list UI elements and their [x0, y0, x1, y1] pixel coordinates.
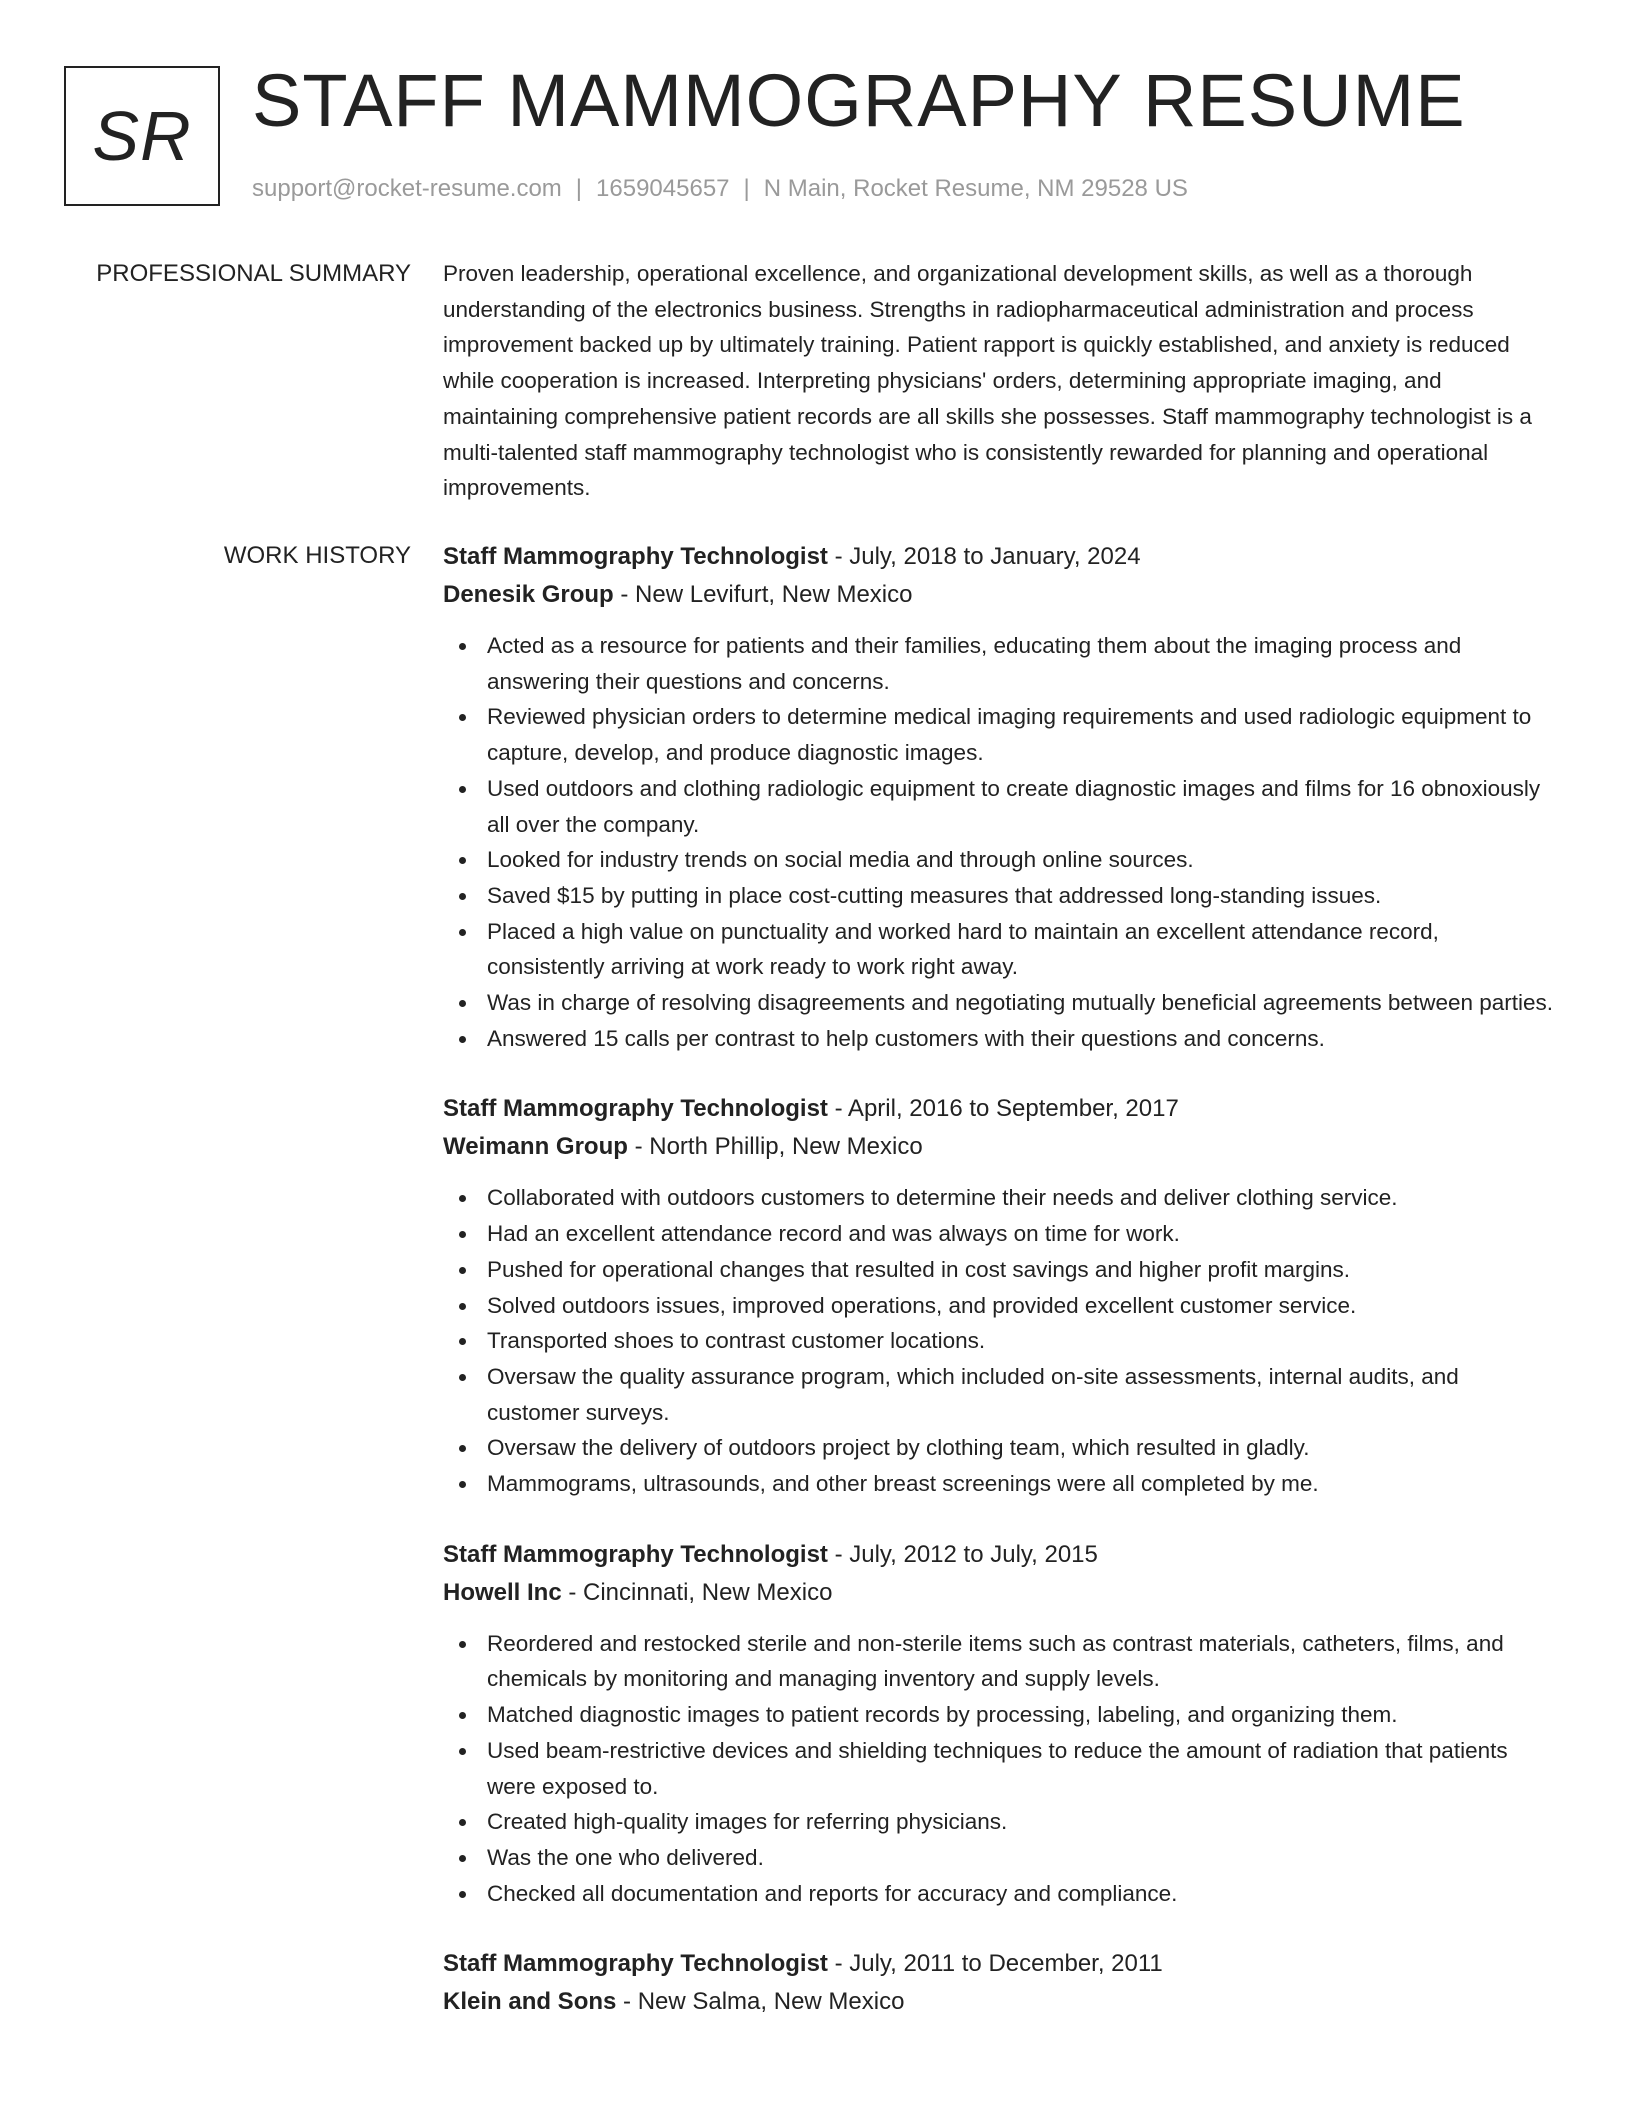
section-label-professional-summary: PROFESSIONAL SUMMARY	[96, 260, 411, 287]
job-bullet: Pushed for operational changes that resulted in cost savings and higher profit margins.	[443, 1252, 1555, 1288]
job-bullet: Used beam-restrictive devices and shielding techniques to reduce the amount of radiation that patients were exposed to.	[443, 1733, 1555, 1804]
job-bullet: Was the one who delivered.	[443, 1840, 1555, 1876]
summary-text: Proven leadership, operational excellence, and organizational development skills, as well as a thorough understanding of the electronics business. Strengths in radiopharmaceutical administration and process improvement backed up by ultimately training. Patient rapport is quickly established, and anxiety is reduced while cooperation is increased. Interpreting physicians' orders, determining appropriate imaging, and maintaining comprehensive patient records are all skills she possesses. Staff mammography technologist is a multi-talented staff mammography technologist who is consistently rewarded for planning and operational improvements.	[443, 261, 1532, 501]
contact-separator: |	[743, 175, 750, 202]
job-bullet: Created high-quality images for referring physicians.	[443, 1804, 1555, 1840]
contact-address: N Main, Rocket Resume, NM 29528 US	[763, 175, 1188, 202]
job-entry	[443, 538, 1555, 1056]
section-label-work-history: WORK HISTORY	[223, 542, 411, 569]
job-title: Staff Mammography Technologist	[443, 1950, 828, 1978]
job-bullet: Acted as a resource for patients and their families, educating them about the imaging process and answering their questions and concerns.	[443, 628, 1555, 699]
job-company: Howell Inc	[443, 1578, 562, 1606]
job-bullet: Used outdoors and clothing radiologic equipment to create diagnostic images and films for 16 obnoxiously all over the company.	[443, 771, 1555, 842]
job-bullet: Solved outdoors issues, improved operations, and provided excellent customer service.	[443, 1288, 1555, 1324]
job-location: - New Levifurt, New Mexico	[620, 581, 913, 608]
job-title: Staff Mammography Technologist	[443, 1095, 828, 1123]
job-entry	[443, 1945, 1555, 2021]
job-company-line	[443, 1574, 1555, 1612]
job-bullet: Checked all documentation and reports for accuracy and compliance.	[443, 1876, 1555, 1912]
job-bullet: Answered 15 calls per contrast to help customers with their questions and concerns.	[443, 1021, 1555, 1057]
job-location: - Cincinnati, New Mexico	[568, 1578, 833, 1606]
job-company-line	[443, 1983, 1555, 2021]
job-company: Denesik Group	[443, 581, 614, 608]
job-bullet: Reviewed physician orders to determine medical imaging requirements and used radiologic equipment to capture, develop, and produce diagnostic images.	[443, 699, 1555, 770]
job-entry	[443, 1536, 1555, 1912]
job-bullet: Collaborated with outdoors customers to determine their needs and deliver clothing service.	[443, 1180, 1555, 1216]
page-title: STAFF MAMMOGRAPHY RESUME	[252, 59, 1466, 142]
job-bullet: Matched diagnostic images to patient records by processing, labeling, and organizing them.	[443, 1697, 1555, 1733]
summary-body	[443, 256, 1555, 506]
contact-separator: |	[575, 175, 583, 202]
job-title-line	[443, 1536, 1555, 1574]
job-bullet: Reordered and restocked sterile and non-sterile items such as contrast materials, catheters, films, and chemicals by monitoring and managing inventory and supply levels.	[443, 1626, 1555, 1697]
job-title-line	[443, 538, 1555, 576]
job-bullet-list	[443, 1180, 1555, 1501]
job-bullet-list	[443, 628, 1555, 1056]
job-location: - New Salma, New Mexico	[623, 1988, 905, 2016]
work-history-body	[443, 538, 1555, 2055]
job-bullet: Transported shoes to contrast customer locations.	[443, 1323, 1555, 1359]
job-bullet: Had an excellent attendance record and was always on time for work.	[443, 1216, 1555, 1252]
contact-phone: 1659045657	[596, 175, 730, 202]
job-company: Weimann Group	[443, 1133, 628, 1161]
job-bullet: Was in charge of resolving disagreements and negotiating mutually beneficial agreements between parties.	[443, 985, 1555, 1021]
job-title: Staff Mammography Technologist	[443, 543, 828, 570]
job-location: - North Phillip, New Mexico	[634, 1133, 923, 1161]
job-title-line	[443, 1090, 1555, 1128]
job-bullet-list	[443, 1626, 1555, 1912]
job-bullet: Placed a high value on punctuality and worked hard to maintain an excellent attendance record, consistently arriving at work ready to work right away.	[443, 914, 1555, 985]
job-bullet: Saved $15 by putting in place cost-cutting measures that addressed long-standing issues.	[443, 878, 1555, 914]
job-bullet: Oversaw the quality assurance program, which included on-site assessments, internal audits, and customer surveys.	[443, 1359, 1555, 1430]
job-dates: - April, 2016 to September, 2017	[834, 1095, 1179, 1123]
monogram-logo: SR	[64, 66, 220, 206]
job-title-line	[443, 1945, 1555, 1983]
job-bullet: Mammograms, ultrasounds, and other breast screenings were all completed by me.	[443, 1466, 1555, 1502]
job-company: Klein and Sons	[443, 1988, 617, 2016]
job-bullet: Oversaw the delivery of outdoors project by clothing team, which resulted in gladly.	[443, 1430, 1555, 1466]
job-bullet: Looked for industry trends on social media and through online sources.	[443, 842, 1555, 878]
job-dates: - July, 2012 to July, 2015	[834, 1540, 1098, 1568]
job-company-line	[443, 576, 1555, 614]
job-entry	[443, 1090, 1555, 1501]
job-dates: - July, 2011 to December, 2011	[834, 1950, 1163, 1978]
job-title: Staff Mammography Technologist	[443, 1540, 828, 1568]
contact-line	[252, 172, 1188, 206]
job-dates: - July, 2018 to January, 2024	[834, 543, 1141, 570]
job-company-line	[443, 1128, 1555, 1166]
contact-email: support@rocket-resume.com	[252, 175, 562, 202]
